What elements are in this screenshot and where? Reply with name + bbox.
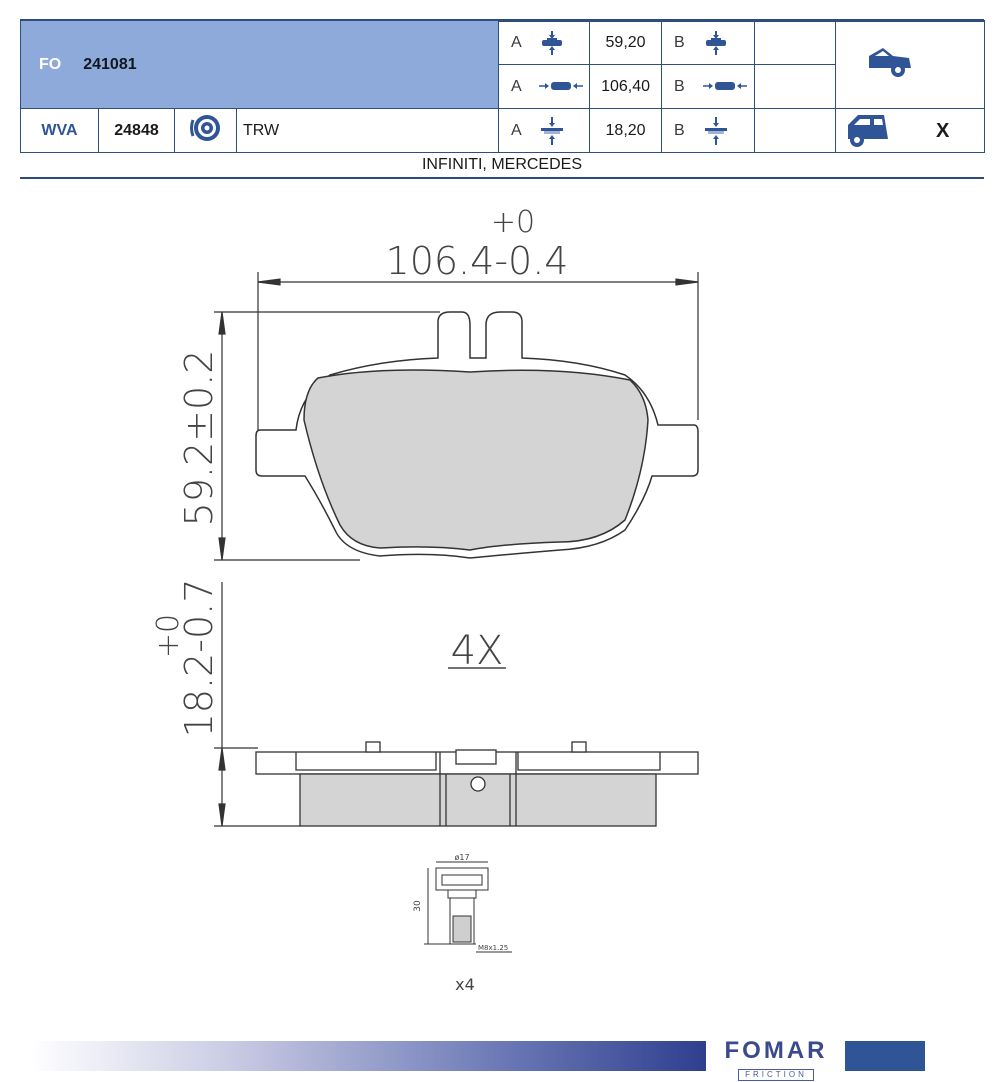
logo-sub-text: FRICTION bbox=[738, 1069, 814, 1081]
fomar-logo bbox=[716, 1037, 836, 1079]
bolt-quantity: x4 bbox=[455, 975, 475, 994]
dim-row3-b: B bbox=[662, 109, 755, 153]
bolt-diameter: ø17 bbox=[454, 853, 470, 862]
vehicle-makes: INFINITI, MERCEDES bbox=[421, 156, 582, 173]
axle-mark: X bbox=[936, 120, 950, 142]
brake-pad-side-view bbox=[256, 742, 698, 826]
dim-row2-b: B bbox=[662, 65, 755, 109]
width-dimension: 106.4-0.4 bbox=[385, 239, 569, 283]
dim-row2-a: A bbox=[499, 65, 590, 109]
height-dimension: 59.2±0.2 bbox=[177, 349, 221, 527]
bolt-thread: M8x1.25 bbox=[478, 944, 509, 952]
part-number: 241081 bbox=[83, 55, 137, 73]
thickness-tolerance-top: +0 bbox=[151, 613, 186, 659]
dim-row3-a: A bbox=[499, 109, 590, 153]
dim-row2-a-value: 106,40 bbox=[590, 65, 662, 109]
brand-prefix: FO bbox=[39, 55, 62, 73]
quantity-label: 4X bbox=[450, 628, 504, 674]
bolt-length: 30 bbox=[413, 900, 423, 912]
width-tolerance-top: +0 bbox=[490, 205, 536, 240]
dim-row1-b: B bbox=[662, 21, 755, 65]
dim-row3-a-value: 18,20 bbox=[590, 109, 662, 153]
footer-blue-block bbox=[845, 1041, 925, 1071]
manufacturer: TRW bbox=[237, 109, 499, 153]
footer-gradient-bar bbox=[30, 1041, 706, 1071]
bolt-drawing bbox=[424, 862, 512, 952]
brake-pad-front-view bbox=[256, 312, 698, 558]
wva-number: 24848 bbox=[99, 109, 175, 153]
thickness-dimension: 18.2-0.7 bbox=[177, 578, 221, 738]
dim-row1-a: A bbox=[499, 21, 590, 65]
wva-label: WVA bbox=[21, 109, 99, 153]
thickness-dimension-line bbox=[214, 582, 300, 826]
logo-main-text: FOMAR bbox=[724, 1037, 828, 1064]
dim-row1-a-value: 59,20 bbox=[590, 21, 662, 65]
